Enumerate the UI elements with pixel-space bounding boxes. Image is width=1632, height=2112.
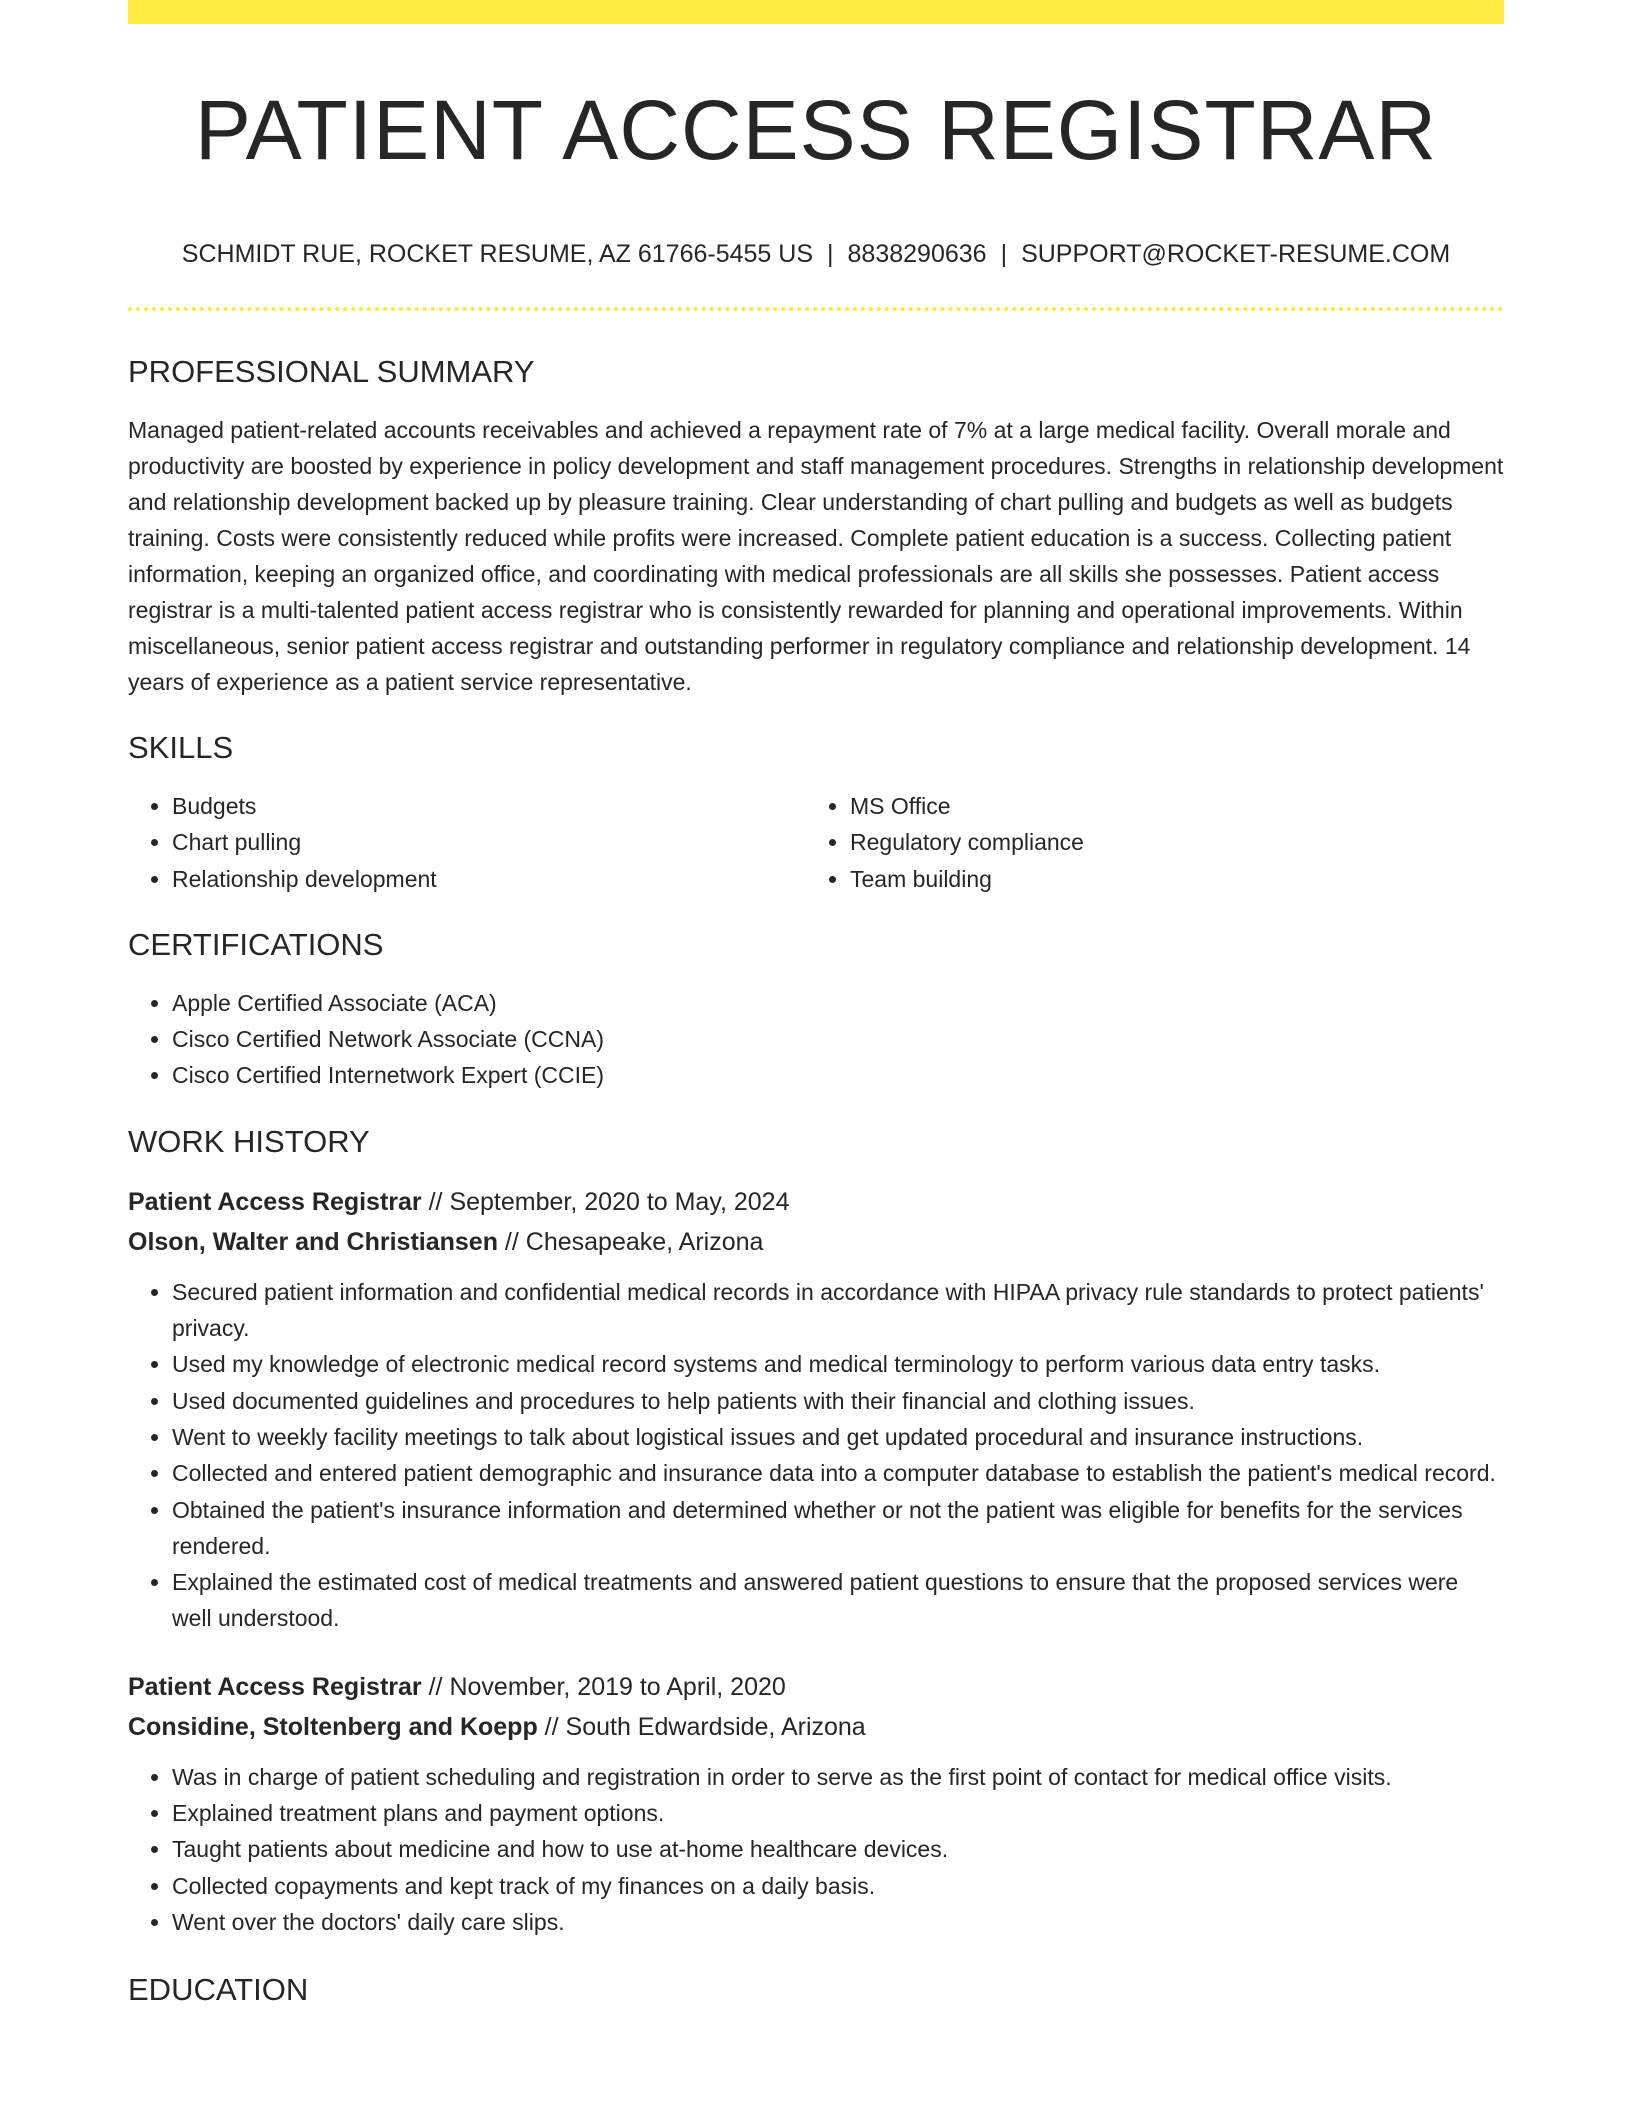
job-bullet: • Explained the estimated cost of medical treatments and answered patient questions to ensure that the proposed services were well understood. [172,1564,1504,1637]
skills-list-left [128,788,806,897]
dotted-divider [128,307,1504,311]
summary-text: Managed patient-related accounts receivables and achieved a repayment rate of 7% at a large medical facility. Overall morale and productivity are boosted by experience in policy development and staff management procedures. Strengths in relationship development and relationship development backed up by pleasure training. Clear understanding of chart pulling and budgets as well as budgets training. Costs were consistently reduced while profits were increased. Complete patient education is a success. Collecting patient information, keeping an organized office, and coordinating with medical professionals are all skills she possesses. Patient access registrar is a multi-talented patient access registrar who is consistently rewarded for planning and operational improvements. Within miscellaneous, senior patient access registrar and outstanding performer in regulatory compliance and relationship development. 14 years of experience as a patient service representative. [128,417,1504,695]
skill-item: • Team building [850,861,1484,897]
job-separator: // [421,1672,450,1701]
skills-columns [128,788,1504,897]
job-title-line [128,1182,1504,1222]
job-bullets [128,1759,1504,1940]
job-bullets [128,1274,1504,1637]
job-bullet: • Used documented guidelines and procedures to help patients with their financial and clothing issues. [172,1383,1504,1419]
summary-section [128,352,1504,700]
job-company-line [128,1707,1504,1747]
certification-item: • Cisco Certified Network Associate (CCNA) [172,1021,1504,1057]
job-bullet: • Taught patients about medicine and how to use at-home healthcare devices. [172,1831,1504,1867]
job-bullet: • Secured patient information and confidential medical records in accordance with HIPAA privacy rule standards to protect patients' privacy. [172,1274,1504,1347]
education-heading: EDUCATION [128,1972,309,2008]
contact-line [128,236,1504,272]
skill-item: • Budgets [172,788,806,824]
job-company: Considine, Stoltenberg and Koepp [128,1712,538,1741]
certification-item: • Cisco Certified Internetwork Expert (CCIE) [172,1057,1504,1093]
job-company: Olson, Walter and Christiansen [128,1227,498,1256]
work-history-section [128,1122,1504,1940]
job-separator: // [421,1187,450,1216]
job-location: Chesapeake, Arizona [525,1227,764,1256]
job-bullet: • Collected and entered patient demographic and insurance data into a computer database to establish the patient's medical record. [172,1455,1504,1491]
job-entry [128,1182,1504,1637]
job-dates: November, 2019 to April, 2020 [449,1672,786,1701]
summary-heading: PROFESSIONAL SUMMARY [128,354,535,389]
job-bullet: • Went to weekly facility meetings to talk about logistical issues and get updated procedural and insurance instructions. [172,1419,1504,1455]
job-title: Patient Access Registrar [128,1672,422,1701]
job-bullet: • Collected copayments and kept track of my finances on a daily basis. [172,1868,1504,1904]
job-bullet: • Used my knowledge of electronic medical record systems and medical terminology to perform various data entry tasks. [172,1346,1504,1382]
skill-item: • Regulatory compliance [850,824,1484,860]
job-dates: September, 2020 to May, 2024 [449,1187,790,1216]
skills-list-right [806,788,1484,897]
job-title-line [128,1667,1504,1707]
contact-separator: | [827,240,834,268]
contact-address: SCHMIDT RUE, ROCKET RESUME, AZ 61766-5455 US [181,240,814,268]
certification-item: • Apple Certified Associate (ACA) [172,985,1504,1021]
skill-item: • Relationship development [172,861,806,897]
skill-item: • MS Office [850,788,1484,824]
contact-separator: | [1000,240,1008,268]
job-bullet: • Was in charge of patient scheduling and registration in order to serve as the first point of contact for medical office visits. [172,1759,1504,1795]
job-entry [128,1667,1504,1940]
skills-heading: SKILLS [128,730,234,765]
education-section [128,1970,1504,2010]
job-bullet: • Went over the doctors' daily care slips. [172,1904,1504,1940]
certifications-heading: CERTIFICATIONS [128,926,384,962]
job-title: Patient Access Registrar [128,1187,422,1216]
work-history-heading: WORK HISTORY [128,1123,370,1159]
certifications-section [128,925,1504,1094]
skills-section [128,728,1504,897]
job-location: South Edwardside, Arizona [565,1712,866,1741]
contact-phone: 8838290636 [847,240,987,268]
certifications-list [128,985,1504,1094]
job-company-line [128,1222,1504,1262]
resume-title: PATIENT ACCESS REGISTRAR [194,83,1438,177]
skill-item: • Chart pulling [172,824,806,860]
job-bullet: • Explained treatment plans and payment options. [172,1795,1504,1831]
top-accent-bar [128,0,1504,24]
job-separator: // [537,1712,566,1741]
job-separator: // [497,1227,526,1256]
job-bullet: • Obtained the patient's insurance information and determined whether or not the patient was eligible for benefits for the services rendered. [172,1492,1504,1565]
contact-email: SUPPORT@ROCKET-RESUME.COM [1021,240,1451,268]
resume-content [128,352,1504,2030]
